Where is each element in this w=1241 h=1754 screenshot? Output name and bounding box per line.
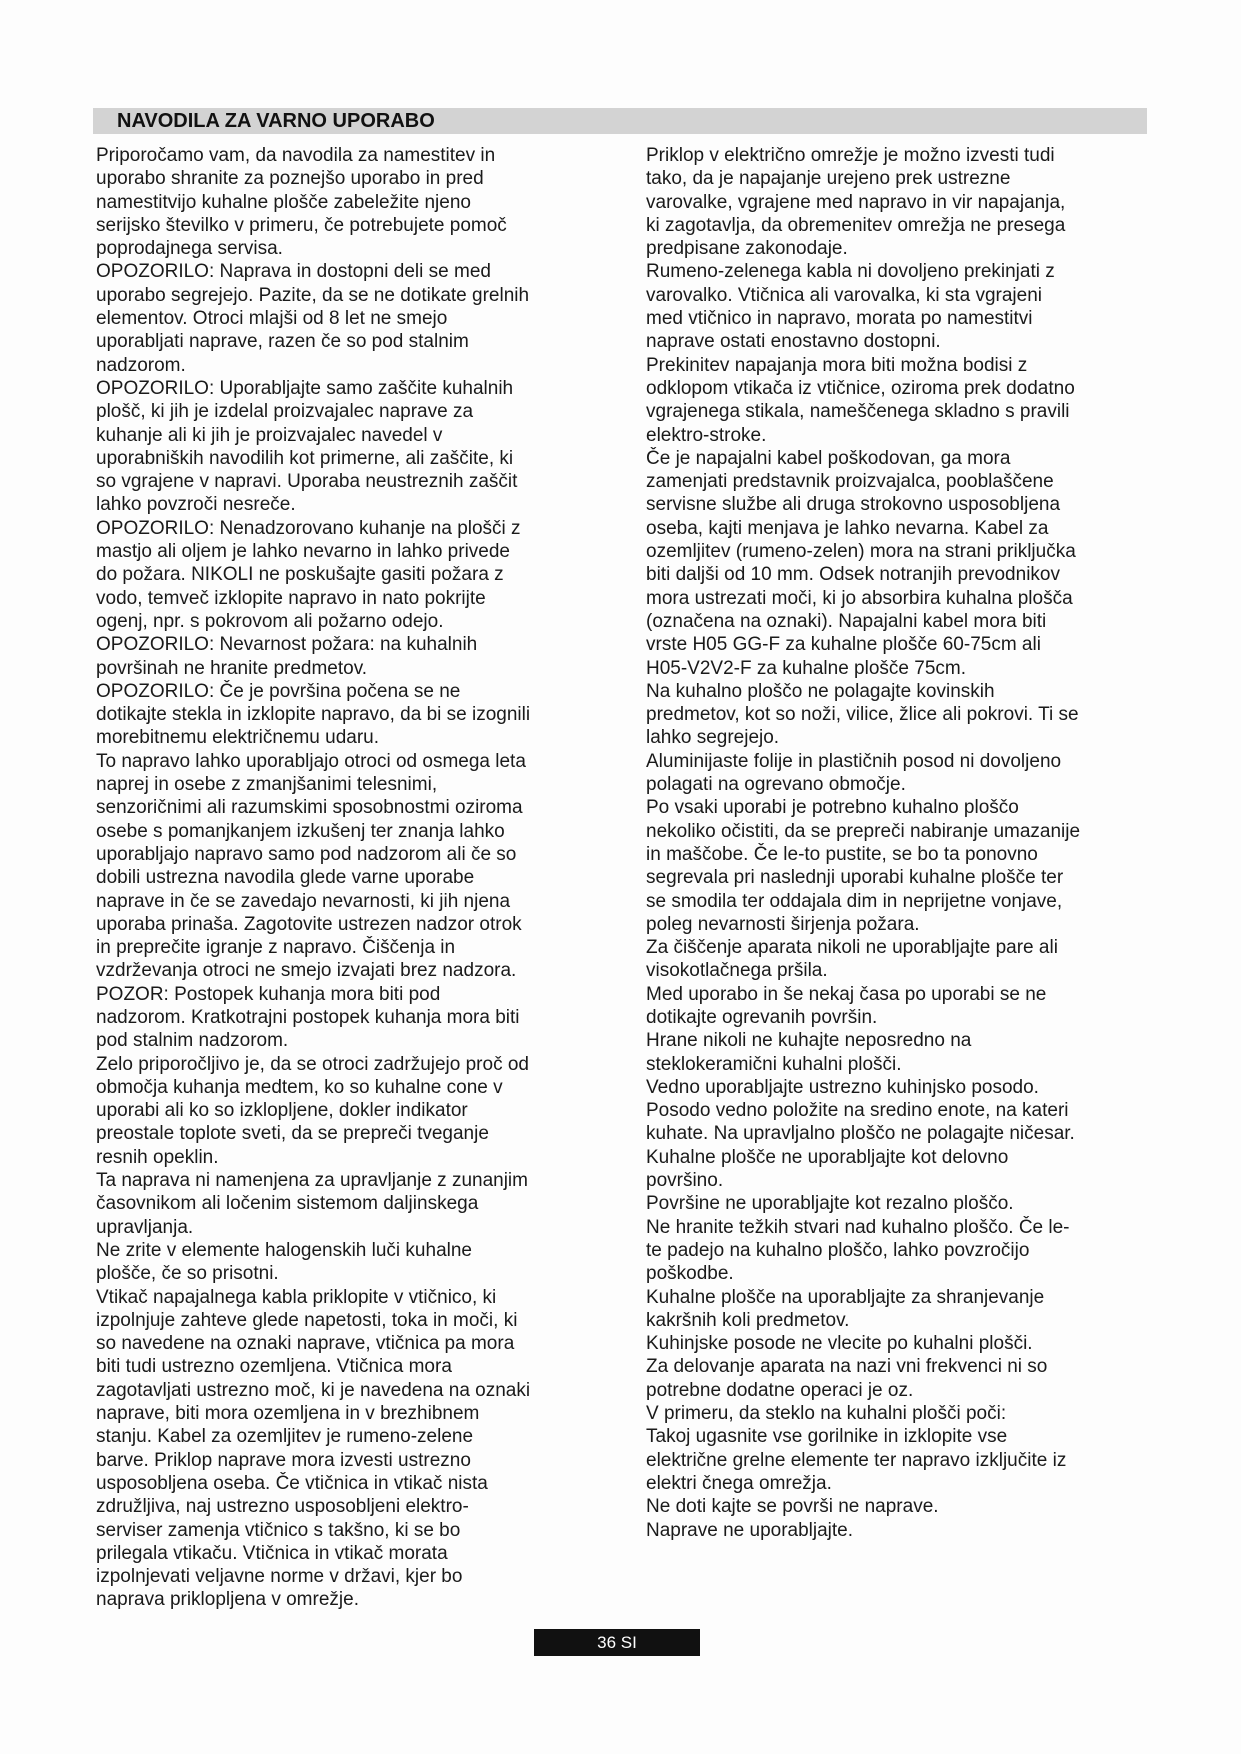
text-line: plošče, če so prisotni. <box>96 1263 279 1285</box>
text-line: kuhate. Na upravljalno ploščo ne polagajte ničesar. <box>646 1123 1075 1145</box>
text-line: kakršnih koli predmetov. <box>646 1309 850 1331</box>
text-line: ogenj, npr. s pokrovom ali požarno odejo. <box>96 610 444 632</box>
text-line: se smodila ter oddajala dim in neprijetne vonjave, <box>646 890 1063 912</box>
text-line: poprodajnega servisa. <box>96 238 283 260</box>
text-line: nadzorom. <box>96 354 186 376</box>
text-line: mora ustrezati moči, ki jo absorbira kuhalna plošča <box>646 587 1073 609</box>
text-line: so vgrajene v napravi. Uporaba neustreznih zaščit <box>96 471 518 493</box>
text-line: Ne zrite v elemente halogenskih luči kuhalne <box>96 1239 472 1261</box>
text-line: in preprečite igranje z napravo. Čiščenja in <box>96 937 456 959</box>
text-line: steklokeramični kuhalni plošči. <box>646 1053 902 1075</box>
text-line: OPOZORILO: Uporabljajte samo zaščite kuhalnih <box>96 377 514 399</box>
text-line: resnih opeklin. <box>96 1146 219 1168</box>
text-line: dotikajte ogrevanih površin. <box>646 1006 878 1028</box>
text-line: OPOZORILO: Če je površina počena se ne <box>96 680 461 702</box>
text-line: (označena na oznaki). Napajalni kabel mora biti <box>646 610 1047 632</box>
text-line: Kuhinjske posode ne vlecite po kuhalni plošči. <box>646 1333 1033 1355</box>
text-line: uporabo shranite za poznejšo uporabo in pred <box>96 168 484 190</box>
text-line: lahko segrejejo. <box>646 727 780 749</box>
text-line: zamenjati predstavnik proizvajalca, pooblaščene <box>646 471 1054 493</box>
text-line: površinah ne hranite predmetov. <box>96 657 368 679</box>
text-line: OPOZORILO: Nevarnost požara: na kuhalnih <box>96 634 478 656</box>
text-line: nadzorom. Kratkotrajni postopek kuhanja mora biti <box>96 1006 520 1028</box>
text-line: Posodo vedno položite na sredino enote, na kateri <box>646 1100 1069 1122</box>
text-line: OPOZORILO: Naprava in dostopni deli se med <box>96 261 491 283</box>
page-number-box <box>534 1629 700 1656</box>
text-line: polagati na ogrevano območje. <box>646 774 906 796</box>
text-line: POZOR: Postopek kuhanja mora biti pod <box>96 983 441 1005</box>
text-line: Za čiščenje aparata nikoli ne uporabljajte pare ali <box>646 937 1058 959</box>
text-line: Če je napajalni kabel poškodovan, ga mora <box>646 447 1011 469</box>
text-line: Takoj ugasnite vse gorilnike in izklopite vse <box>646 1426 1008 1448</box>
text-line: To napravo lahko uporabljajo otroci od osmega leta <box>96 750 526 772</box>
text-line: osebe s pomanjkanjem izkušenj ter znanja lahko <box>96 820 505 842</box>
text-line: Zelo priporočljivo je, da se otroci zadržujejo proč od <box>96 1053 529 1075</box>
text-line: oseba, kajti menjava je lahko nevarna. Kabel za <box>646 517 1049 539</box>
text-line: barve. Priklop naprave mora izvesti ustrezno <box>96 1449 471 1471</box>
text-line: odklopom vtikača iz vtičnice, oziroma prek dodatno <box>646 377 1075 399</box>
text-line: Prekinitev napajanja mora biti možna bodisi z <box>646 354 1028 376</box>
text-line: Ne doti kajte se površi ne naprave. <box>646 1496 939 1518</box>
text-line: Naprave ne uporabljajte. <box>646 1519 854 1541</box>
text-line: Rumeno-zelenega kabla ni dovoljeno prekinjati z <box>646 261 1055 283</box>
text-line: uporabi ali ko so izklopljene, dokler indikator <box>96 1100 468 1122</box>
text-line: uporabljajo napravo samo pod nadzorom ali če so <box>96 843 517 865</box>
text-line: serijsko številko v primeru, če potrebujete pomoč <box>96 214 507 236</box>
text-line: izpolnjevati veljavne norme v državi, kjer bo <box>96 1566 463 1588</box>
right-text-column <box>646 144 1166 1542</box>
text-line: uporabniških navodilih kot primerne, ali zaščite, ki <box>96 447 514 469</box>
text-line: med vtičnico in napravo, morata po namestitvi <box>646 308 1033 330</box>
text-line: preostale toplote sveti, da se prepreči tveganje <box>96 1123 489 1145</box>
text-line: biti tudi ustrezno ozemljena. Vtičnica mora <box>96 1356 452 1378</box>
text-line: namestitvijo kuhalne plošče zabeležite njeno <box>96 191 471 213</box>
text-line: časovnikom ali ločenim sistemom daljinskega <box>96 1193 479 1215</box>
text-line: Ne hranite težkih stvari nad kuhalno ploščo. Če le- <box>646 1216 1070 1238</box>
text-line: dotikajte stekla in izklopite napravo, da bi se izognili <box>96 704 531 726</box>
text-line: Po vsaki uporabi je potrebno kuhalno ploščo <box>646 797 1019 819</box>
text-line: H05-V2V2-F za kuhalne plošče 75cm. <box>646 657 966 679</box>
text-line: te padejo na kuhalno ploščo, lahko povzročijo <box>646 1239 1030 1261</box>
text-line: V primeru, da steklo na kuhalni plošči poči: <box>646 1403 1007 1425</box>
text-line: uporaba prinaša. Zagotovite ustrezen nadzor otrok <box>96 913 522 935</box>
text-line: Kuhalne plošče ne uporabljajte kot delovno <box>646 1146 1009 1168</box>
text-line: ki zagotavlja, da obremenitev omrežja ne presega <box>646 214 1066 236</box>
text-line: senzoričnimi ali razumskimi sposobnostmi oziroma <box>96 797 523 819</box>
text-line: zagotavljati ustrezno moč, ki je navedena na oznaki <box>96 1379 531 1401</box>
text-line: potrebne dodatne operaci je oz. <box>646 1379 914 1401</box>
text-line: do požara. NIKOLI ne poskušajte gasiti požara z <box>96 564 504 586</box>
text-line: plošč, ki jih je izdelal proizvajalec naprave za <box>96 401 474 423</box>
text-line: uporabo segrejejo. Pazite, da se ne dotikate grelnih <box>96 284 530 306</box>
text-line: Aluminijaste folije in plastičnih posod ni dovoljeno <box>646 750 1062 772</box>
text-line: Priklop v električno omrežje je možno izvesti tudi <box>646 145 1055 166</box>
text-line: naprava priklopljena v omrežje. <box>96 1589 359 1611</box>
text-line: ozemljitev (rumeno-zelen) mora na strani priključka <box>646 541 1076 563</box>
text-line: stanju. Kabel za ozemljitev je rumeno-zelene <box>96 1426 474 1448</box>
section-title: NAVODILA ZA VARNO UPORABO <box>117 110 435 132</box>
text-line: združljiva, naj ustrezno usposobljeni elektro- <box>96 1496 469 1518</box>
text-line: mastjo ali oljem je lahko nevarno in lahko privede <box>96 541 511 563</box>
text-line: elementov. Otroci mlajši od 8 let ne smejo <box>96 308 448 330</box>
text-line: elektri čnega omrežja. <box>646 1472 832 1494</box>
text-line: pod stalnim nadzorom. <box>96 1030 289 1052</box>
text-line: segrevala pri naslednji uporabi kuhalne plošče ter <box>646 867 1064 889</box>
text-line: poškodbe. <box>646 1263 734 1285</box>
text-line: predpisane zakonodaje. <box>646 238 848 260</box>
text-line: prilegala vtikaču. Vtičnica in vtikač morata <box>96 1542 448 1564</box>
text-line: vodo, temveč izklopite napravo in nato pokrijte <box>96 587 486 609</box>
text-line: Kuhalne plošče na uporabljajte za shranjevanje <box>646 1286 1045 1308</box>
text-line: površino. <box>646 1170 724 1192</box>
text-line: naprave, biti mora ozemljena in v brezhibnem <box>96 1403 480 1425</box>
text-line: naprej in osebe z zmanjšanimi telesnimi, <box>96 774 438 796</box>
text-line: OPOZORILO: Nenadzorovano kuhanje na plošči z <box>96 517 521 539</box>
text-line: upravljanja. <box>96 1216 194 1238</box>
text-line: in maščobe. Če le-to pustite, se bo ta ponovno <box>646 843 1038 865</box>
text-line: vzdrževanja otroci ne smejo izvajati brez nadzora. <box>96 960 517 982</box>
text-line: Hrane nikoli ne kuhajte neposredno na <box>646 1030 972 1052</box>
text-line: Za delovanje aparata na nazi vni frekvenci ni so <box>646 1356 1048 1378</box>
text-line: varovalko. Vtičnica ali varovalka, ki sta vgrajeni <box>646 284 1043 306</box>
text-line: serviser zamenja vtičnico s takšno, ki se bo <box>96 1519 461 1541</box>
text-line: tako, da je napajanje urejeno prek ustrezne <box>646 168 1011 190</box>
text-line: Vtikač napajalnega kabla priklopite v vtičnico, ki <box>96 1286 497 1308</box>
left-text-column <box>96 144 616 1612</box>
text-line: morebitnemu električnemu udaru. <box>96 727 380 749</box>
text-line: električne grelne elemente ter napravo izključite iz <box>646 1449 1067 1471</box>
text-line: Na kuhalno ploščo ne polagajte kovinskih <box>646 680 995 702</box>
text-line: biti daljši od 10 mm. Odsek notranjih prevodnikov <box>646 564 1060 586</box>
text-line: nekoliko očistiti, da se prepreči nabiranje umazanije <box>646 820 1081 842</box>
text-line: naprave ostati enostavno dostopni. <box>646 331 941 353</box>
text-line: dobili ustrezna navodila glede varne uporabe <box>96 867 475 889</box>
section-header-bar <box>93 108 1147 134</box>
text-line: servisne službe ali druga strokovno usposobljena <box>646 494 1061 516</box>
text-line: usposobljena oseba. Če vtičnica in vtikač nista <box>96 1472 488 1494</box>
text-line: izpolnjuje zahteve glede napetosti, toka in moči, ki <box>96 1309 518 1331</box>
text-line: Med uporabo in še nekaj časa po uporabi se ne <box>646 983 1047 1005</box>
page-number: 36 SI <box>597 1633 637 1652</box>
text-line: visokotlačnega pršila. <box>646 960 828 982</box>
text-line: območja kuhanja medtem, ko so kuhalne cone v <box>96 1076 503 1098</box>
text-line: lahko povzroči nesreče. <box>96 494 296 516</box>
text-line: Vedno uporabljajte ustrezno kuhinjsko posodo. <box>646 1076 1039 1098</box>
text-line: vgrajenega stikala, nameščenega skladno s pravili <box>646 401 1070 423</box>
text-line: poleg nevarnosti širjenja požara. <box>646 913 920 935</box>
text-line: vrste H05 GG-F za kuhalne plošče 60-75cm ali <box>646 634 1041 656</box>
text-line: predmetov, kot so noži, vilice, žlice ali pokrovi. Ti se <box>646 704 1079 726</box>
text-line: Priporočamo vam, da navodila za namestitev in <box>96 145 496 166</box>
text-line: so navedene na oznaki naprave, vtičnica pa mora <box>96 1333 515 1355</box>
text-line: elektro-stroke. <box>646 424 767 446</box>
text-line: Površine ne uporabljajte kot rezalno ploščo. <box>646 1193 1014 1215</box>
text-line: naprave in če se zavedajo nevarnosti, ki jih njena <box>96 890 511 912</box>
text-line: kuhanje ali ki jih je proizvajalec navedel v <box>96 424 443 446</box>
text-line: Ta naprava ni namenjena za upravljanje z zunanjim <box>96 1170 528 1192</box>
text-line: varovalke, vgrajene med napravo in vir napajanja, <box>646 191 1066 213</box>
text-line: uporabljati naprave, razen če so pod stalnim <box>96 331 469 353</box>
